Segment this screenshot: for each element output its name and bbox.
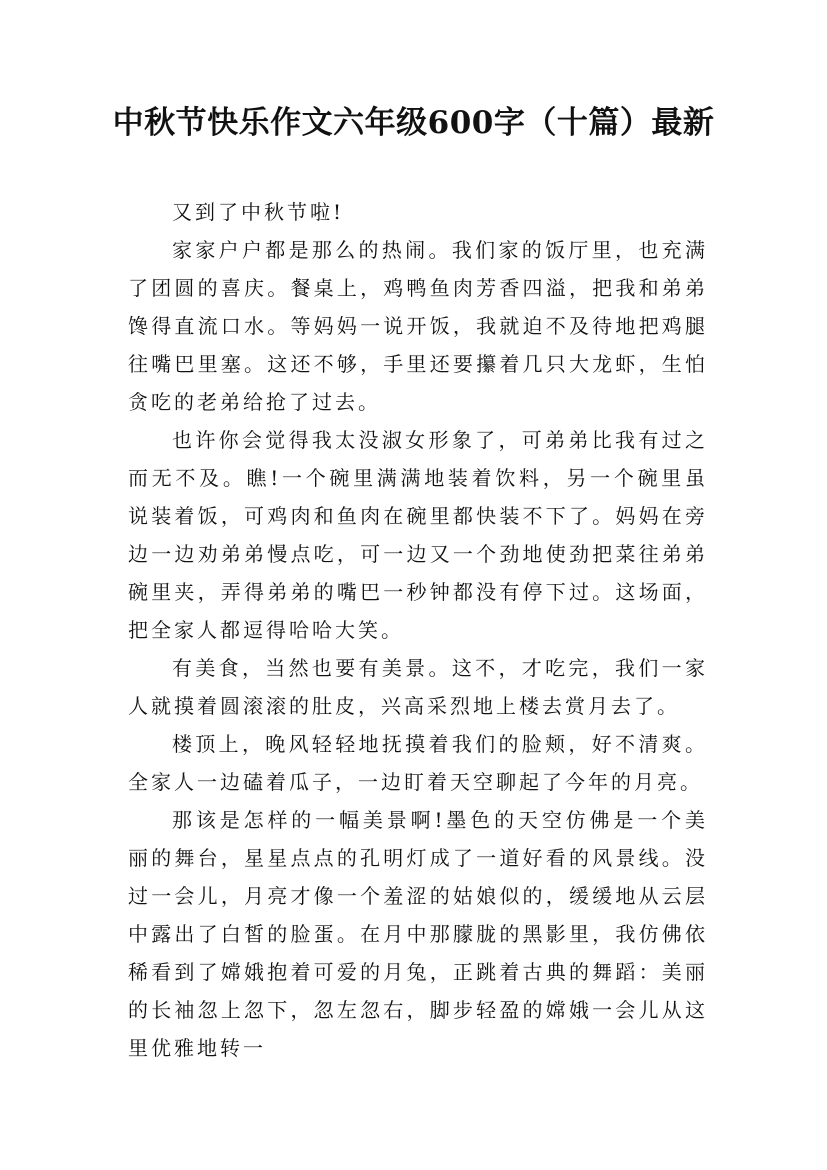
- paragraph: 那该是怎样的一幅美景啊!墨色的天空仿佛是一个美丽的舞台，星星点点的孔明灯成了一道好看的风景线。没过一会儿，月亮才像一个羞涩的姑娘似的，缓缓地从云层中露出了白皙的脸蛋。在月中那朦胧的黑影里，我仿佛依稀看到了嫦娥抱着可爱的月兔，正跳着古典的舞蹈：美丽的长袖忽上忽下，忽左忽右，脚步轻盈的嫦娥一会儿从这里优雅地转一: [128, 808, 708, 1060]
- paragraph: 家家户户都是那么的热闹。我们家的饭厅里，也充满了团圆的喜庆。餐桌上，鸡鸭鱼肉芳香四溢，把我和弟弟馋得直流口水。等妈妈一说开饭，我就迫不及待地把鸡腿往嘴巴里塞。这还不够，手里还要攥着几只大龙虾，生怕贪吃的老弟给抢了过去。: [128, 238, 708, 414]
- paragraph: 有美食，当然也要有美景。这不，才吃完，我们一家人就摸着圆滚滚的肚皮，兴高采烈地上楼去赏月去了。: [128, 656, 708, 718]
- paragraph: 又到了中秋节啦!: [172, 200, 345, 224]
- paragraph: 也许你会觉得我太没淑女形象了，可弟弟比我有过之而无不及。瞧!一个碗里满满地装着饮料，另一个碗里虽说装着饭，可鸡肉和鱼肉在碗里都快装不下了。妈妈在旁边一边劝弟弟慢点吃，可一边又一个劲地使劲把菜往弟弟碗里夹，弄得弟弟的嘴巴一秒钟都没有停下过。这场面，把全家人都逗得哈哈大笑。: [128, 428, 708, 642]
- paragraph: 楼顶上，晚风轻轻地抚摸着我们的脸颊，好不清爽。全家人一边磕着瓜子，一边盯着天空聊起了今年的月亮。: [128, 732, 708, 794]
- document-body: [128, 193, 708, 1067]
- document-title: 中秋节快乐作文六年级600字（十篇）最新: [112, 105, 715, 141]
